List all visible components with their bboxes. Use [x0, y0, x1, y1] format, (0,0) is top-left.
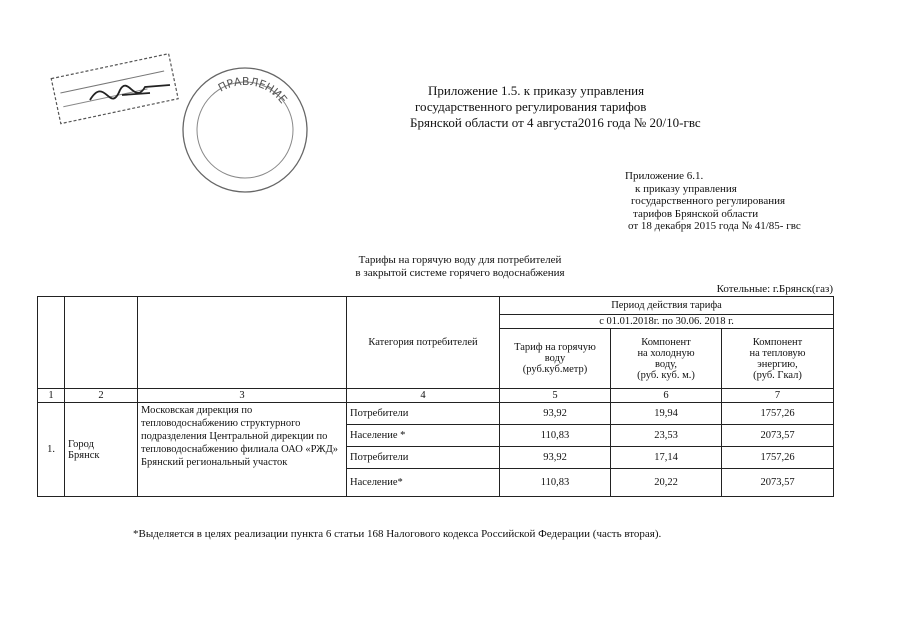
col-number: 4: [347, 389, 500, 403]
category-cell: Потребители: [347, 403, 500, 425]
round-seal: [183, 61, 307, 192]
header-line: воду: [544, 353, 566, 364]
title-line: в закрытой системе горячего водоснабжения: [355, 267, 565, 279]
category-cell: Население *: [347, 425, 500, 447]
period-title: Период действия тарифа: [500, 297, 834, 315]
header-main-line: Брянской области от 4 августа2016 года № 20/10-гвс: [410, 115, 701, 130]
col-number: 3: [138, 389, 347, 403]
col-number: 5: [500, 389, 611, 403]
category-cell: Население*: [347, 469, 500, 497]
column-numbers-row: [38, 389, 834, 403]
header-line: Тариф на горячую: [514, 342, 596, 353]
footnote: *Выделяется в целях реализации пункта 6 статьи 168 Налогового кодекса Российской Федерации (часть вторая).: [133, 528, 662, 540]
table-row: [38, 403, 834, 425]
header-secondary-line: тарифов Брянской области: [633, 207, 759, 220]
header-line: Компонент: [752, 336, 803, 348]
tariff-cell: 110,83: [500, 425, 611, 447]
header-secondary: [625, 170, 801, 233]
city-line: Брянск: [68, 449, 100, 461]
col-number: 6: [611, 389, 722, 403]
cold-cell: 23,53: [611, 425, 722, 447]
col-cold-header: [611, 329, 722, 389]
col-number: 1: [38, 389, 65, 403]
header-secondary-line: от 18 декабря 2015 года № 41/85- гвс: [628, 220, 801, 232]
document-title: [300, 254, 620, 280]
col-number: 2: [65, 389, 138, 403]
header-secondary-line: государственного регулирования: [631, 195, 786, 207]
period-range: с 01.01.2018г. по 30.06. 2018 г.: [500, 315, 834, 329]
city-line: Город: [68, 438, 94, 450]
row-number: 1.: [38, 403, 65, 497]
col-category-header: Категория потребителей: [347, 297, 500, 389]
seal-text: ПРАВЛЕНИЕ: [216, 74, 290, 106]
cold-cell: 17,14: [611, 447, 722, 469]
empty-header-cell: [65, 297, 138, 389]
stamp-and-signature: [50, 45, 340, 195]
header-secondary-line: Приложение 6.1.: [625, 170, 704, 182]
header-line: энергию,: [757, 358, 798, 370]
boilers-label: Котельные: г.Брянск(газ): [716, 283, 833, 295]
header-line: на холодную: [637, 347, 695, 359]
heat-cell: 2073,57: [722, 469, 834, 497]
header-line: на тепловую: [749, 347, 806, 359]
organization-cell: Московская дирекция по тепловодоснабжению структурного подразделения Центральной дирекции по тепловодоснабжению филиала ОАО «РЖД» Брянский региональный участок: [138, 403, 347, 497]
header-main-line: государственного регулирования тарифов: [415, 99, 647, 114]
header-line: (руб. Гкал): [753, 369, 802, 381]
col-heat-header: [722, 329, 834, 389]
header-main: [410, 83, 701, 131]
header-main-line: Приложение 1.5. к приказу управления: [428, 83, 645, 98]
heat-cell: 1757,26: [722, 447, 834, 469]
tariff-table: [37, 296, 834, 497]
tariff-cell: 93,92: [500, 447, 611, 469]
col-number: 7: [722, 389, 834, 403]
tariff-cell: 93,92: [500, 403, 611, 425]
empty-header-cell: [38, 297, 65, 389]
header-secondary-line: к приказу управления: [635, 182, 737, 195]
header-line: (руб. куб. м.): [637, 369, 695, 381]
header-line: (руб.куб.метр): [522, 364, 588, 375]
title-line: Тарифы на горячую воду для потребителей: [358, 254, 562, 266]
cold-cell: 19,94: [611, 403, 722, 425]
tariff-cell: 110,83: [500, 469, 611, 497]
header-line: воду,: [655, 358, 677, 370]
col-tariff-header: [500, 329, 611, 389]
svg-text:ПРАВЛЕНИЕ: [213, 61, 293, 122]
heat-cell: 1757,26: [722, 403, 834, 425]
category-cell: Потребители: [347, 447, 500, 469]
heat-cell: 2073,57: [722, 425, 834, 447]
header-line: Компонент: [641, 336, 691, 348]
city-cell: [65, 403, 138, 497]
approval-stamp-rect: [51, 54, 178, 124]
cold-cell: 20,22: [611, 469, 722, 497]
empty-header-cell: [138, 297, 347, 389]
